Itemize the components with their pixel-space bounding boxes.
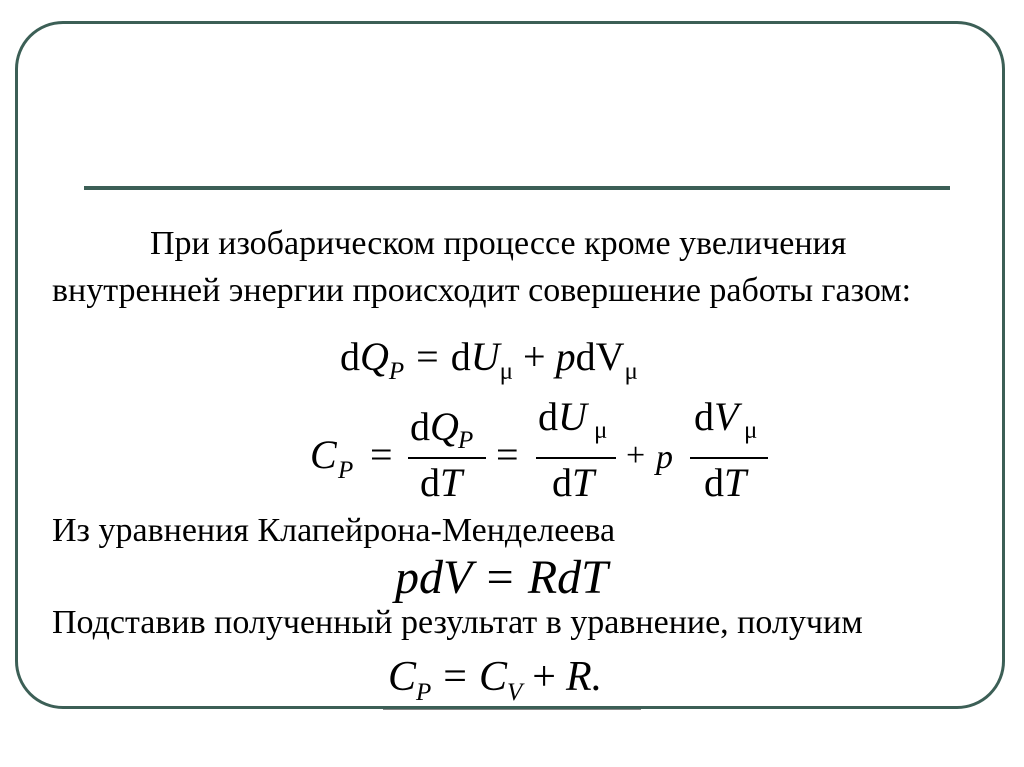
f2-P: P (338, 457, 354, 484)
f1-p: p (555, 334, 576, 379)
clapeyron-text: Из уравнения Клапейрона-Менделеева (52, 512, 616, 549)
f4-C1: C (388, 654, 417, 700)
f4-V: V (507, 679, 523, 706)
f2-eq2: = (496, 432, 519, 477)
f4-C2: C (478, 654, 507, 700)
f1-d: d (340, 334, 360, 379)
svg-text:CP=CV+R. (388, 654, 602, 706)
f2-plus: + (626, 437, 646, 474)
f2-den1: dT (420, 460, 463, 505)
substitution-text: Подставив полученный результат в уравнение, получим (52, 604, 863, 641)
f1-mu2: μ (624, 358, 638, 385)
f2-num2-sub: μ (594, 417, 608, 444)
f2-num3-sub: μ (744, 417, 758, 444)
intro-paragraph (52, 220, 992, 314)
f1-eq: = (416, 334, 439, 379)
f1-plus: + (523, 334, 546, 379)
title-divider (84, 186, 950, 190)
f2-num1-sub: P (458, 427, 474, 454)
formula-heat-capacity (310, 394, 790, 518)
f4-plus: + (532, 654, 556, 700)
bottom-rule (383, 709, 641, 710)
f2-p: p (656, 439, 673, 476)
formula-mayer (388, 650, 648, 710)
f1-mu1: μ (499, 358, 514, 385)
f1-dV: dV (575, 334, 625, 379)
formula-heat-balance (340, 330, 720, 390)
f2-den2: dT (552, 460, 595, 505)
f1-d2: d (450, 334, 471, 379)
f2-num2: dU (538, 394, 587, 439)
f4-eq: = (443, 654, 467, 700)
f1-U: U (470, 334, 500, 379)
f1-P: P (388, 358, 405, 385)
f4-R: R. (565, 654, 603, 700)
f2-num3: dV (694, 394, 739, 439)
f1-Q: Q (360, 334, 389, 379)
f2-eq1: = (370, 432, 393, 477)
intro-text: При изобарическом процессе кроме увеличения внутренней энергии происходит совершение работы газом: (52, 225, 912, 309)
f2-num1: dQ (410, 404, 459, 449)
f4-P: P (416, 679, 432, 706)
f2-den3: dT (704, 460, 747, 505)
f2-C: C (310, 432, 337, 477)
formula-clapeyron: pdV = RdT (395, 551, 608, 604)
svg-text:dQP=dUμ+pdVμ (340, 334, 638, 385)
